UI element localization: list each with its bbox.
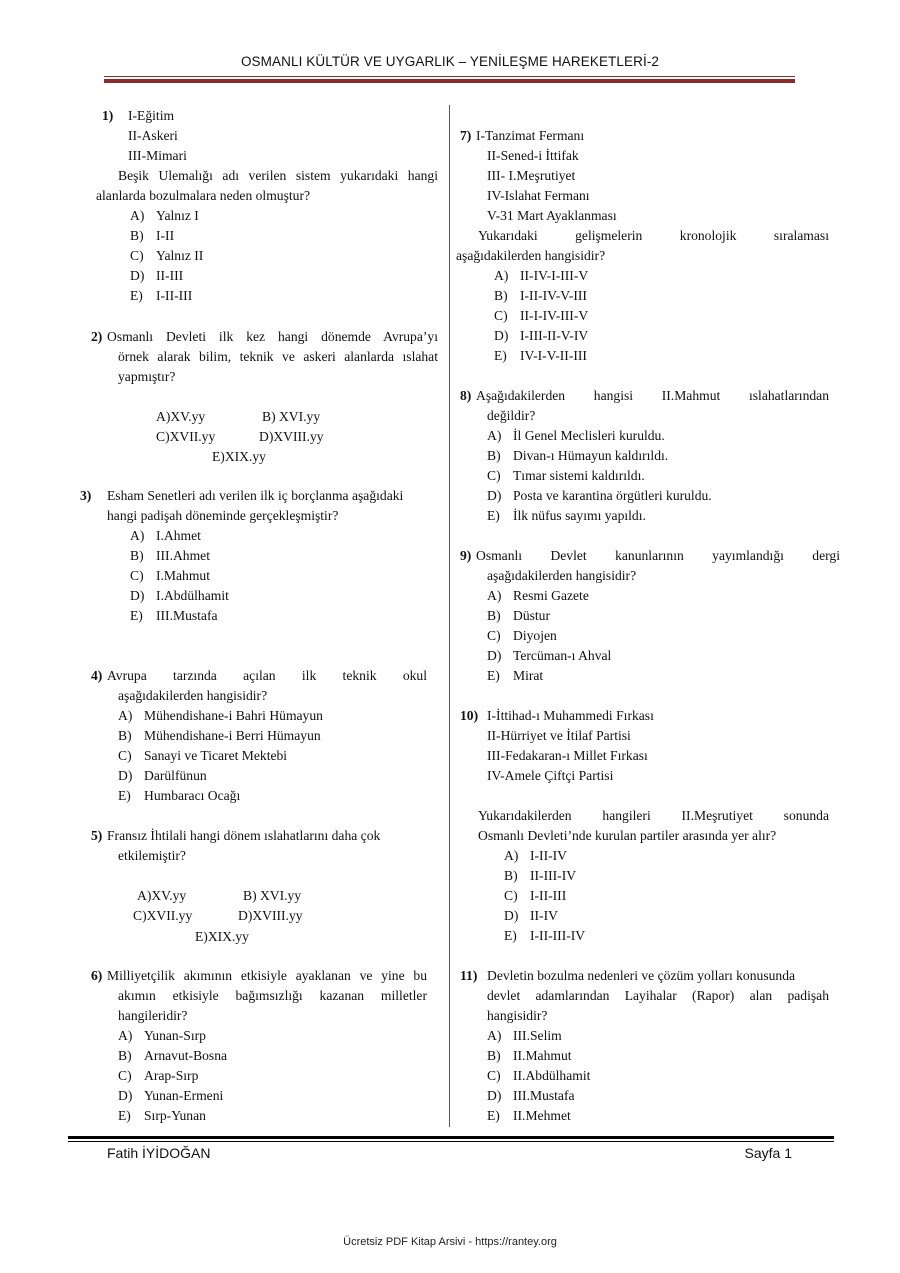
answer-option[interactable]: E)XIX.yy [212,449,266,464]
answer-option[interactable]: E) I-II-III-IV [504,928,586,943]
answer-option[interactable]: A)XV.yy [156,409,206,424]
answer-option[interactable]: E)XIX.yy [195,929,249,944]
answer-option[interactable]: C) II.Abdülhamit [487,1068,591,1083]
footer-rule-thin [68,1141,834,1142]
answer-option[interactable]: C)XVII.yy [156,429,216,444]
answer-option[interactable]: A) I.Ahmet [130,528,201,543]
question-stem: Avrupa tarzında açılan ilk teknik okul [107,668,427,683]
answer-option[interactable]: A) Yalnız I [130,208,199,223]
question-stem: akımın etkisiyle bağımsızlığı kazanan milletler [118,988,427,1003]
question-stem: Fransız İhtilali hangi dönem ıslahatlarını daha çok [107,828,381,843]
question-number: 3) [80,488,92,503]
watermark-text: Ücretsiz PDF Kitap Arsivi - https://rantey.org [343,1236,557,1248]
question-number: 2) [91,329,103,344]
question-number: 5) [91,828,103,843]
answer-option[interactable]: B) Arnavut-Bosna [118,1048,228,1063]
header-rule-thick [104,79,795,83]
answer-option[interactable]: E) Mirat [487,668,544,683]
answer-option[interactable]: E) IV-I-V-II-III [494,348,587,363]
question-stem: Osmanlı Devlet kanunlarının yayımlandığı dergi [476,548,840,563]
question-stem: hangisidir? [487,1008,548,1023]
question-stem: Yukarıdakilerden hangileri II.Meşrutiyet sonunda [478,808,829,823]
answer-option[interactable]: E) Sırp-Yunan [118,1108,206,1123]
premise-item: I-Tanzimat Fermanı [476,128,585,143]
answer-option[interactable]: D) II-IV [504,908,558,923]
answer-option[interactable]: C) II-I-IV-III-V [494,308,589,323]
answer-option[interactable]: B) Düstur [487,608,551,623]
question-stem: aşağıdakilerden hangisidir? [456,248,606,263]
answer-option[interactable]: B) XVI.yy [262,409,321,424]
answer-option[interactable]: B) II-III-IV [504,868,577,883]
answer-option[interactable]: E) I-II-III [130,288,193,303]
footer-author: Fatih İYİDOĞAN [107,1145,211,1161]
answer-option[interactable]: C) Diyojen [487,628,557,643]
question-stem: hangileridir? [118,1008,188,1023]
question-stem: Devletin bozulma nedenleri ve çözüm yolları konusunda [487,968,796,983]
answer-option[interactable]: B) I-II [130,228,175,243]
answer-option[interactable]: C)XVII.yy [133,908,193,923]
question-stem: devlet adamlarından Layihalar (Rapor) alan padişah [487,988,829,1003]
page-header-title: OSMANLI KÜLTÜR VE UYGARLIK – YENİLEŞME HAREKETLERİ-2 [240,54,660,69]
answer-option[interactable]: D) II-III [130,268,184,283]
question-stem: alanlarda bozulmalara neden olmuştur? [96,188,311,203]
answer-option[interactable]: A) İl Genel Meclisleri kuruldu. [487,428,665,443]
answer-option[interactable]: C) Tımar sistemi kaldırıldı. [487,468,645,483]
answer-option[interactable]: B) Mühendishane-i Berri Hümayun [118,728,321,743]
question-stem: etkilemiştir? [118,848,186,863]
answer-option[interactable]: D) I.Abdülhamit [130,588,229,603]
question-stem: hangi padişah döneminde gerçekleşmiştir? [107,508,339,523]
answer-option[interactable]: D)XVIII.yy [238,908,303,923]
premise-item: I-Eğitim [128,108,175,123]
answer-option[interactable]: C) I-II-III [504,888,567,903]
question-number: 11) [460,968,478,983]
question-number: 1) [102,108,114,123]
answer-option[interactable]: B) III.Ahmet [130,548,210,563]
premise-item: IV-Islahat Fermanı [487,188,590,203]
question-number: 9) [460,548,472,563]
question-number: 7) [460,128,472,143]
answer-option[interactable]: C) Yalnız II [130,248,204,263]
answer-option[interactable]: C) Sanayi ve Ticaret Mektebi [118,748,288,763]
column-divider [449,105,450,1127]
answer-option[interactable]: D) Tercüman-ı Ahval [487,648,612,663]
answer-option[interactable]: E) II.Mehmet [487,1108,571,1123]
question-stem: Osmanlı Devleti’nde kurulan partiler arasında yer alır? [478,828,777,843]
answer-option[interactable]: C) I.Mahmut [130,568,210,583]
answer-option[interactable]: D) I-III-II-V-IV [494,328,589,343]
question-stem: örnek alarak bilim, teknik ve askeri alanlarda ıslahat [118,349,438,364]
answer-option[interactable]: A) Mühendishane-i Bahri Hümayun [118,708,323,723]
premise-item: II-Askeri [128,128,178,143]
answer-option[interactable]: E) İlk nüfus sayımı yapıldı. [487,508,646,523]
answer-option[interactable]: A)XV.yy [137,888,187,903]
premise-item: I-İttihad-ı Muhammedi Fırkası [487,708,654,723]
question-number: 8) [460,388,472,403]
premise-item: III-Mimari [128,148,187,163]
premise-item: IV-Amele Çiftçi Partisi [487,768,614,783]
answer-option[interactable]: A) II-IV-I-III-V [494,268,589,283]
answer-option[interactable]: D) Posta ve karantina örgütleri kuruldu. [487,488,712,503]
question-number: 4) [91,668,103,683]
question-stem: değildir? [487,408,536,423]
footer-rule-thick [68,1136,834,1139]
answer-option[interactable]: A) I-II-IV [504,848,567,863]
answer-option[interactable]: E) Humbaracı Ocağı [118,788,241,803]
premise-item: V-31 Mart Ayaklanması [487,208,617,223]
answer-option[interactable]: E) III.Mustafa [130,608,218,623]
question-stem: aşağıdakilerden hangisidir? [487,568,637,583]
header-rule-thin [104,76,795,77]
answer-option[interactable]: B) I-II-IV-V-III [494,288,587,303]
answer-option[interactable]: C) Arap-Sırp [118,1068,199,1083]
question-stem: aşağıdakilerden hangisidir? [118,688,268,703]
question-stem: Osmanlı Devleti ilk kez hangi dönemde Avrupa’yı [107,329,438,344]
answer-option[interactable]: B) Divan-ı Hümayun kaldırıldı. [487,448,669,463]
premise-item: III- I.Meşrutiyet [487,168,576,183]
answer-option[interactable]: A) Resmi Gazete [487,588,589,603]
question-stem: Beşik Ulemalığı adı verilen sistem yukarıdaki hangi [118,168,438,183]
question-stem: Esham Senetleri adı verilen ilk iç borçlanma aşağıdaki [107,488,404,503]
answer-option[interactable]: A) III.Selim [487,1028,562,1043]
question-stem: Milliyetçilik akımının etkisiyle ayaklanan ve yine bu [107,968,427,983]
answer-option[interactable]: A) Yunan-Sırp [118,1028,206,1043]
premise-item: II-Sened-i İttifak [487,148,579,163]
premise-item: III-Fedakaran-ı Millet Fırkası [487,748,648,763]
answer-option[interactable]: D)XVIII.yy [259,429,324,444]
answer-option[interactable]: D) Yunan-Ermeni [118,1088,224,1103]
answer-option[interactable]: B) XVI.yy [243,888,302,903]
answer-option[interactable]: D) Darülfünun [118,768,207,783]
question-stem: Yukarıdaki gelişmelerin kronolojik sıralaması [478,228,829,243]
question-number: 10) [460,708,479,723]
question-stem: Aşağıdakilerden hangisi II.Mahmut ıslahatlarından [476,388,829,403]
question-number: 6) [91,968,103,983]
answer-option[interactable]: B) II.Mahmut [487,1048,572,1063]
premise-item: II-Hürriyet ve İtilaf Partisi [487,728,631,743]
question-stem: yapmıştır? [118,369,176,384]
answer-option[interactable]: D) III.Mustafa [487,1088,575,1103]
page-number: Sayfa 1 [744,1145,792,1161]
